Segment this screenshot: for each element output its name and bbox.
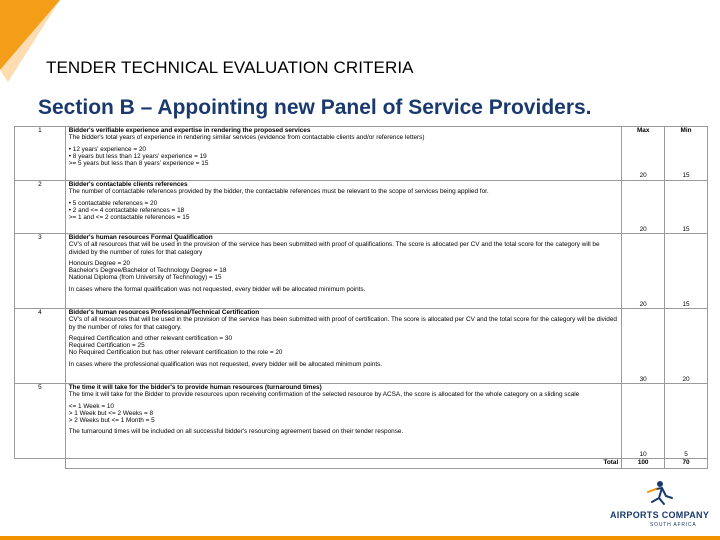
max-cell <box>622 127 665 181</box>
max-score: 20 <box>622 181 665 234</box>
criterion-heading: Bidder's human resources Formal Qualification <box>68 234 213 241</box>
criterion-description <box>65 127 621 181</box>
min-cell <box>665 127 708 181</box>
criterion-line: • 2 and <= 4 contactable references = 18 <box>68 206 185 214</box>
max-score: 20 <box>622 234 665 309</box>
criterion-line: Bachelor's Degree/Bachelor of Technology Degree = 18 <box>68 267 227 275</box>
total-row <box>15 459 708 469</box>
min-score: 15 <box>665 181 708 234</box>
criterion-heading: Bidder's verifiable experience and expertise in rendering the proposed services <box>68 127 311 134</box>
criteria-table <box>14 126 708 469</box>
total-label: Total <box>65 459 621 469</box>
criterion-description <box>65 309 621 384</box>
total-max: 100 <box>622 459 665 469</box>
max-score: 20 <box>639 172 647 180</box>
criterion-line: No Required Certification but has other relevant certification to the role = 20 <box>68 349 283 357</box>
criterion-line: In cases where the formal qualification was not requested, every bidder will be allocated minimum points. <box>68 285 366 293</box>
criterion-line: The number of contactable references provided by the bidder, the contactable references must be relevant to the scope of services being applied for. <box>68 188 489 196</box>
criterion-line: The bidder's total years of experience in rendering similar services (evidence from contactable clients and/or reference letters) <box>68 134 425 142</box>
criterion-line: <= 1 Week = 10 <box>68 402 114 410</box>
criterion-line: > 2 Weeks but <= 1 Month = 5 <box>68 417 155 425</box>
criterion-line: Required Certification = 25 <box>68 342 145 350</box>
criterion-line: Required Certification and other relevant certification = 30 <box>68 334 233 342</box>
criterion-line: CV's of all resources that will be used in the provision of the service has been submitted with proof of qualifications. The score is allocated per CV and the total score for the category will be divided by the number of roles for that category <box>68 241 600 256</box>
table-row <box>15 384 708 459</box>
empty-cell <box>15 459 66 469</box>
section-heading: Section B – Appointing new Panel of Service Providers. <box>38 96 592 119</box>
criterion-number: 1 <box>15 127 66 181</box>
criterion-number: 2 <box>15 181 66 234</box>
criterion-description <box>65 234 621 309</box>
criterion-line: In cases where the professional qualification was not requested, every bidder will be allocated minimum points. <box>68 360 383 368</box>
table-row <box>15 234 708 309</box>
criterion-line: > 1 Week but <= 2 Weeks = 8 <box>68 409 154 417</box>
criterion-line: • 12 years' experience = 20 <box>68 145 146 153</box>
table-row <box>15 127 708 181</box>
max-column-header: Max <box>636 127 650 134</box>
min-score: 15 <box>665 234 708 309</box>
max-score: 10 <box>622 384 665 459</box>
criterion-heading: The time it will take for the bidder's to provide human resources (turnaround times) <box>68 384 322 391</box>
criterion-heading: Bidder's contactable clients references <box>68 181 188 188</box>
min-column-header: Min <box>680 127 692 134</box>
criterion-line: The time it will take for the Bidder to provide resources upon receiving confirmation of the selected resource by ACSA, the score is allocated for the whole category on a sliding scale <box>68 391 580 399</box>
criterion-number: 3 <box>15 234 66 309</box>
logo-name: AIRPORTS COMPANY <box>610 510 710 520</box>
criterion-line: >= 5 years but less than 8 years' experience = 15 <box>68 160 209 168</box>
criterion-description <box>65 181 621 234</box>
criterion-line: • 5 contactable references = 20 <box>68 199 158 207</box>
criterion-number: 5 <box>15 384 66 459</box>
table-row <box>15 181 708 234</box>
bottom-accent-bar <box>0 536 720 540</box>
criterion-line: National Diploma (from University of Technology) = 15 <box>68 274 222 282</box>
page-title: TENDER TECHNICAL EVALUATION CRITERIA <box>46 58 414 77</box>
table-row <box>15 309 708 384</box>
min-score: 5 <box>665 384 708 459</box>
min-score: 20 <box>665 309 708 384</box>
min-score: 15 <box>682 172 690 180</box>
logo-subtitle: SOUTH AFRICA <box>650 522 697 528</box>
criterion-number: 4 <box>15 309 66 384</box>
criterion-line: CV's of all resources that will be used in the provision of the service has been submitted with proof of certification. The score is allocated per CV and the total score for the category will be divided by the number of roles for that category. <box>68 316 617 331</box>
total-min: 70 <box>665 459 708 469</box>
criterion-line: The turnaround times will be included on all successful bidder's resourcing agreement based on their tender response. <box>68 428 404 436</box>
max-score: 30 <box>622 309 665 384</box>
criterion-line: • 8 years but less than 12 years' experience = 19 <box>68 152 207 160</box>
criterion-line: Honours Degree = 20 <box>68 259 131 267</box>
runner-logo-icon <box>604 478 716 528</box>
criterion-heading: Bidder's human resources Professional/Technical Certification <box>68 309 260 316</box>
criterion-description <box>65 384 621 459</box>
criterion-line: >= 1 and <= 2 contactable references = 15 <box>68 214 190 222</box>
